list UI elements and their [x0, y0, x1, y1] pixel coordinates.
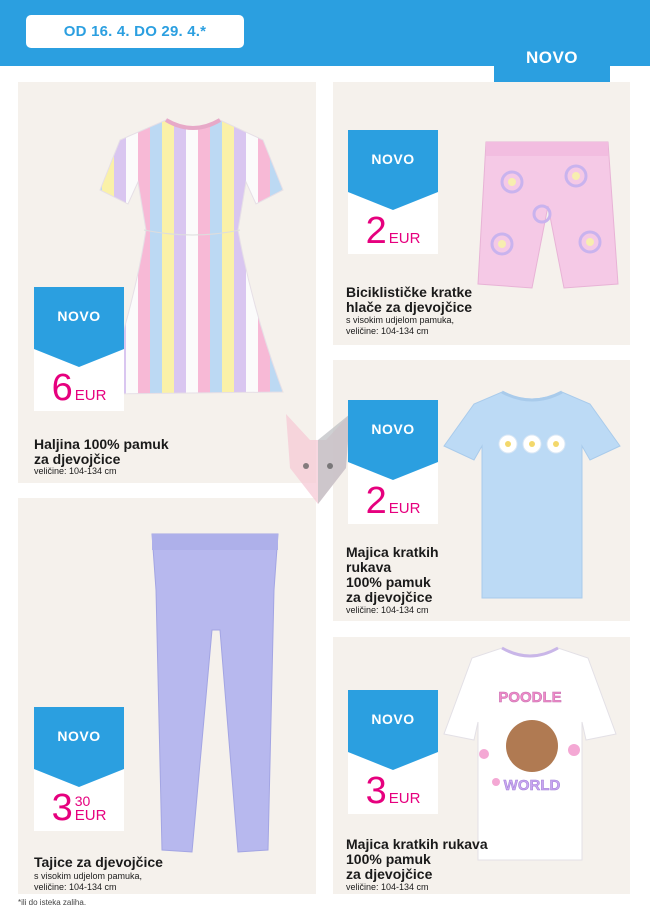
- novo-label: NOVO: [34, 707, 124, 769]
- title-line: Majica kratkih: [346, 544, 439, 560]
- badge-tshirt-white: [348, 690, 438, 814]
- tshirt-print-top: POODLE: [498, 689, 562, 706]
- title-line: hlače za djevojčice: [346, 299, 473, 315]
- leggings-image: [140, 530, 290, 860]
- title-line: Haljina 100% pamuk: [34, 436, 169, 452]
- title-line: za djevojčice: [346, 589, 433, 605]
- detail-line: s visokim udjelom pamuka,: [346, 315, 455, 325]
- badge-dress: [34, 287, 124, 411]
- product-title-tshirt-white: [346, 837, 488, 882]
- white-tshirt-image: [440, 642, 620, 867]
- badge-shorts: [348, 130, 438, 254]
- price-decimal: 30: [74, 793, 91, 809]
- detail-line: veličine: 104-134 cm: [34, 466, 117, 476]
- detail-line: veličine: 104-134 cm: [34, 881, 117, 892]
- detail-line: veličine: 104-134 cm: [346, 325, 429, 336]
- price-currency: EUR: [74, 387, 107, 404]
- price-integer: 2: [365, 209, 387, 252]
- novo-corner-badge: NOVO: [494, 0, 610, 115]
- product-title-shorts: [346, 285, 472, 315]
- title-line: 100% pamuk: [346, 851, 431, 867]
- price-currency: EUR: [388, 790, 421, 807]
- product-title-dress: [34, 437, 169, 467]
- detail-line: veličine: 104-134 cm: [346, 605, 429, 615]
- novo-label: NOVO: [348, 130, 438, 192]
- title-line: 100% pamuk: [346, 574, 431, 590]
- product-details-tshirt-blue: [346, 605, 429, 616]
- product-details-shorts: [346, 315, 454, 336]
- title-line: Biciklističke kratke: [346, 284, 473, 300]
- price-currency: EUR: [388, 230, 421, 247]
- badge-leggings: [34, 707, 124, 831]
- detail-line: s visokim udjelom pamuka,: [34, 871, 143, 881]
- product-details-dress: [34, 466, 117, 477]
- title-line: Majica kratkih rukava: [346, 836, 488, 852]
- product-details-leggings: [34, 871, 142, 892]
- fox-logo-icon: [280, 412, 356, 508]
- novo-label: NOVO: [34, 287, 124, 349]
- price-currency: EUR: [74, 807, 107, 824]
- novo-label: NOVO: [348, 690, 438, 752]
- price-integer: 2: [365, 479, 387, 522]
- title-line: za djevojčice: [346, 866, 433, 882]
- price-integer: 3: [365, 769, 387, 812]
- detail-line: veličine: 104-134 cm: [346, 882, 429, 892]
- price-currency: EUR: [388, 500, 421, 517]
- title-line: rukava: [346, 559, 392, 575]
- title-line: Tajice za djevojčice: [34, 854, 163, 870]
- product-title-leggings: [34, 855, 163, 870]
- price-integer: 6: [51, 366, 73, 409]
- product-details-tshirt-white: [346, 882, 429, 893]
- tshirt-print-bottom: WORLD: [503, 777, 561, 794]
- price-integer: 3: [51, 786, 73, 829]
- badge-tshirt-blue: [348, 400, 438, 524]
- shorts-image: [472, 134, 622, 294]
- novo-label: NOVO: [348, 400, 438, 462]
- footnote: *ili do isteka zaliha.: [18, 898, 87, 907]
- price-fraction-group: [75, 794, 107, 823]
- date-range: OD 16. 4. DO 29. 4.*: [26, 15, 244, 48]
- blue-tshirt-image: [440, 386, 625, 606]
- product-title-tshirt-blue: [346, 545, 439, 605]
- title-line: za djevojčice: [34, 451, 121, 467]
